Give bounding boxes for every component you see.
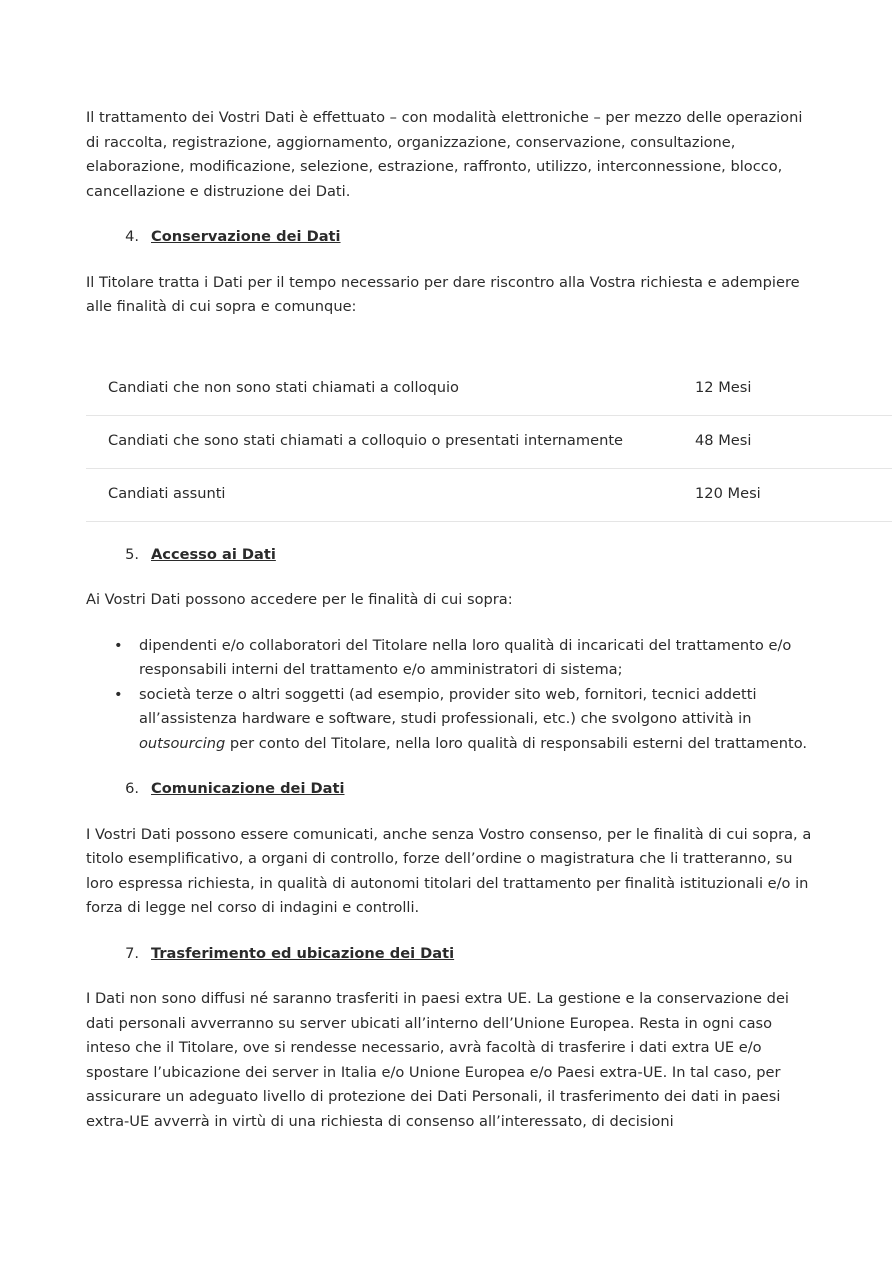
duration-cell: 48 Mesi [695, 432, 752, 450]
section-title: Comunicazione dei Dati [151, 780, 345, 797]
list-item-text: dipendenti e/o collaboratori del Titolare nella loro qualità di incaricati del trattamento e/o responsabili interni del trattamento e/o amministratori di sistema; [139, 636, 792, 678]
table-row [86, 469, 892, 522]
duration-cell: 120 Mesi [695, 485, 761, 503]
access-list [86, 634, 816, 757]
section-title: Trasferimento ed ubicazione dei Dati [151, 944, 455, 962]
list-item [86, 683, 816, 757]
bullet-icon: • [114, 636, 123, 654]
list-item-emphasis: outsourcing [139, 734, 226, 752]
section-number: 4. [125, 228, 139, 245]
section-7-heading [86, 942, 816, 967]
bullet-icon: • [114, 685, 123, 703]
section-number: 7. [125, 944, 139, 962]
section-5-heading [86, 543, 816, 568]
section-4-heading [86, 225, 816, 250]
duration-cell: 12 Mesi [695, 379, 752, 397]
intro-paragraph: Il trattamento dei Vostri Dati è effettuato – con modalità elettroniche – per mezzo delle operazioni di raccolta, registrazione, aggiornamento, organizzazione, conservazione, consultazione, elaborazione, modificazione, selezione, estrazione, raffronto, utilizzo, interconnessione, blocco, cancellazione e distruzione dei Dati. [86, 109, 803, 200]
category-cell: Candiati che sono stati chiamati a colloquio o presentati internamente [108, 432, 624, 450]
section-6-heading [86, 777, 816, 802]
document-content [86, 106, 816, 1155]
section-6-paragraph: I Vostri Dati possono essere comunicati, anche senza Vostro consenso, per le finalità di cui sopra, a titolo esemplificativo, a organi di controllo, forze dell’ordine o magistratura che li tratteranno, su loro espressa richiesta, in qualità di autonomi titolari del trattamento per finalità istituzionali e/o in forza di legge nel corso di indagini e controlli. [86, 825, 812, 916]
section-5-paragraph: Ai Vostri Dati possono accedere per le finalità di cui sopra: [86, 591, 513, 608]
section-number: 5. [125, 545, 139, 563]
category-cell: Candiati che non sono stati chiamati a colloquio [108, 379, 459, 397]
list-item-text-end: per conto del Titolare, nella loro qualità di responsabili esterni del trattamento. [225, 734, 808, 752]
section-number: 6. [125, 780, 139, 797]
list-item [86, 634, 816, 683]
table-row [86, 363, 892, 416]
section-title: Accesso ai Dati [151, 545, 276, 563]
retention-table [86, 363, 892, 522]
table-row [86, 416, 892, 469]
list-item-text-start: società terze o altri soggetti (ad esempio, provider sito web, fornitori, tecnici addetti all’assistenza hardware e software, studi professionali, etc.) che svolgono attività in [139, 685, 757, 727]
section-title: Conservazione dei Dati [151, 228, 341, 245]
category-cell: Candiati assunti [108, 485, 226, 503]
section-7-paragraph: I Dati non sono diffusi né saranno trasferiti in paesi extra UE. La gestione e la conservazione dei dati personali avverranno su server ubicati all’interno dell’Unione Europea. Resta in ogni caso inteso che il Titolare, ove si rendesse necessario, avrà facoltà di trasferire i dati extra UE e/o spostare l’ubicazione dei server in Italia e/o Unione Europea e/o Paesi extra-UE. In tal caso, per assicurare un adeguato livello di protezione dei Dati Personali, il trasferimento dei dati in paesi extra-UE avverrà in virtù di una richiesta di consenso all’interessato, di decisioni [86, 990, 789, 1130]
section-4-paragraph: Il Titolare tratta i Dati per il tempo necessario per dare riscontro alla Vostra richiesta e adempiere alle finalità di cui sopra e comunque: [86, 273, 800, 315]
